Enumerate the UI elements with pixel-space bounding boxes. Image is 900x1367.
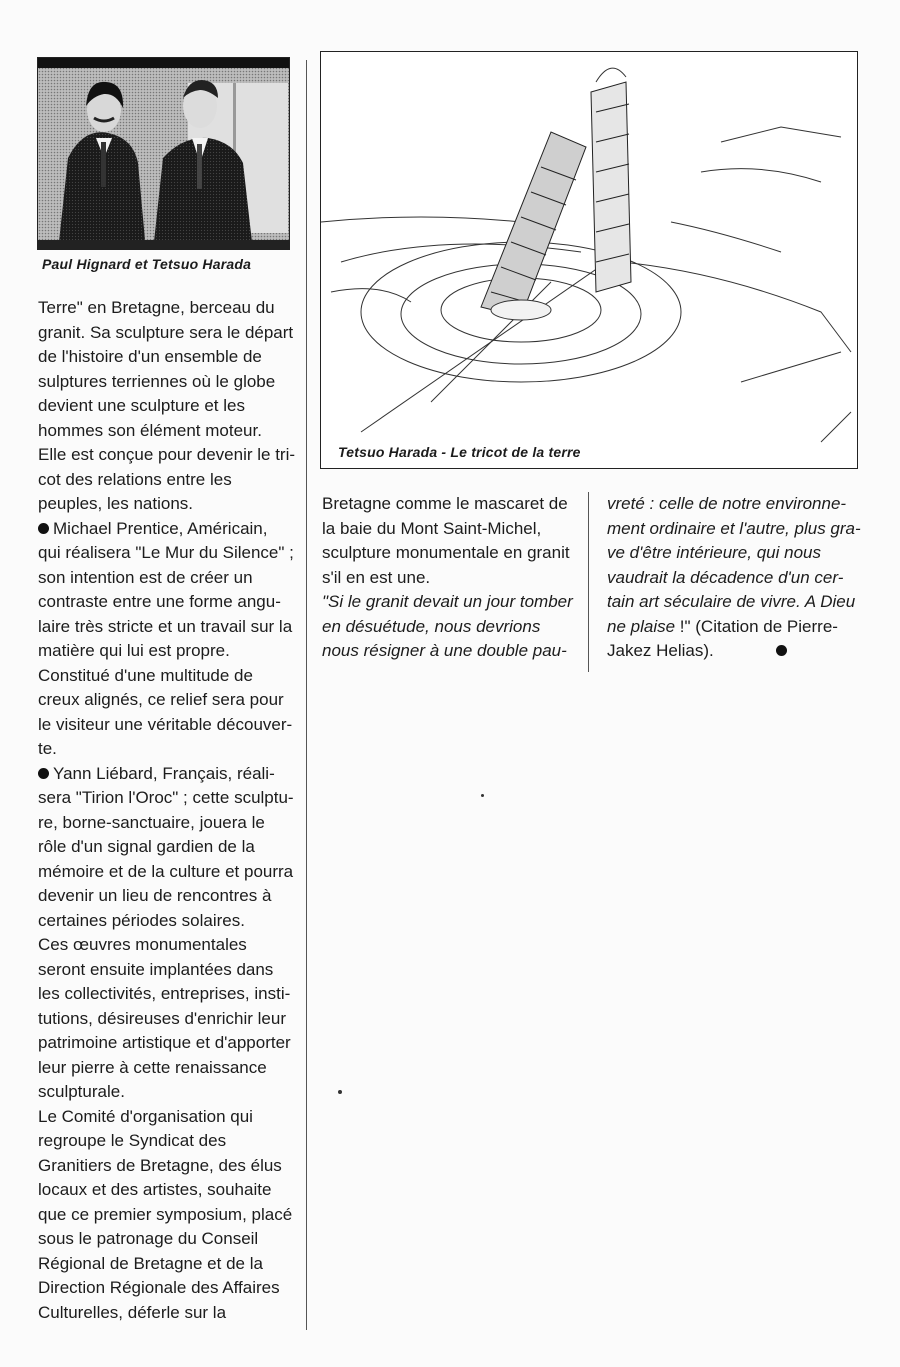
text-line: Elle est conçue pour devenir le tri- (38, 445, 296, 464)
article-column-1 (38, 296, 303, 1325)
text-line: cot des relations entre les (38, 469, 232, 489)
text-line: laire très stricte et un travail sur la (38, 616, 293, 636)
text-line: granit. Sa sculpture sera le départ (38, 322, 294, 342)
text-line: matière qui lui est propre. (38, 641, 230, 660)
photo (37, 57, 290, 250)
article-column-3 (607, 492, 869, 664)
text-line: Constitué d'une multitude de (38, 665, 253, 685)
text-line: contraste entre une forme angu- (38, 592, 281, 611)
text-line: la baie du Mont Saint-Michel, (322, 518, 542, 538)
quote-line: vreté : celle de notre environne- (607, 494, 847, 513)
text-line: Culturelles, déferle sur la (38, 1302, 227, 1322)
text-line: sculpture monumentale en granit (322, 543, 570, 562)
text-line: qui réalisera "Le Mur du Silence" ; (38, 543, 294, 562)
citation-text: !" (Citation de Pierre- (675, 616, 838, 636)
text-line: hommes son élément moteur. (38, 420, 262, 440)
text-line: mémoire et de la culture et pourra (38, 861, 294, 881)
illustration-caption: Tetsuo Harada - Le tricot de la terre (338, 444, 581, 460)
text-line: leur pierre à cette renaissance (38, 1057, 267, 1077)
text-line: peuples, les nations. (38, 494, 193, 513)
text-line: sera "Tirion l'Oroc" ; cette sculptu- (38, 788, 294, 807)
bullet-paragraph-start (38, 517, 303, 542)
text-line: Le Comité d'organisation qui (38, 1106, 253, 1126)
bullet-paragraph-start (38, 762, 303, 787)
photo-image (38, 58, 290, 250)
text-line: Granitiers de Bretagne, des élus (38, 1155, 282, 1175)
text-line: rôle d'un signal gardien de la (38, 837, 255, 856)
bullet-icon (38, 523, 49, 534)
text-line: son intention est de créer un (38, 567, 253, 587)
quote-line: vaudrait la décadence d'un cer- (607, 567, 844, 587)
text-line: les collectivités, entreprises, insti- (38, 984, 291, 1003)
text-line: de l'histoire d'un ensemble de (38, 347, 262, 366)
quote-line: en désuétude, nous devrions (322, 616, 541, 636)
text-line: sous le patronage du Conseil (38, 1229, 259, 1248)
text-line: devenir un lieu de rencontres à (38, 886, 272, 905)
text-line: seront ensuite implantées dans (38, 959, 274, 979)
citation-text: Jakez Helias). (607, 641, 714, 660)
text-line: Terre" en Bretagne, berceau du (38, 298, 275, 317)
quote-line: tain art séculaire de vivre. A Dieu (607, 592, 856, 611)
citation-end-line (607, 639, 869, 664)
text-line: s'il en est une. (322, 567, 431, 587)
text-line: Michael Prentice, Américain, (53, 518, 268, 538)
scan-speck (338, 1090, 342, 1094)
photo-caption: Paul Hignard et Tetsuo Harada (42, 256, 252, 272)
text-line: regroupe le Syndicat des (38, 1131, 227, 1150)
illustration (320, 51, 858, 469)
quote-line: ne plaise (607, 616, 676, 636)
text-line: Bretagne comme le mascaret de (322, 494, 568, 513)
text-line: re, borne-sanctuaire, jouera le (38, 812, 265, 832)
text-line: que ce premier symposium, placé (38, 1204, 293, 1224)
end-bullet-icon (776, 645, 787, 656)
text-line: devient une sculpture et les (38, 396, 245, 415)
text-line: certaines périodes solaires. (38, 910, 245, 930)
article-column-2 (322, 492, 584, 664)
text-line: sulptures terriennes où le globe (38, 371, 276, 391)
text-line: le visiteur une véritable découver- (38, 714, 293, 734)
text-line: Ces œuvres monumentales (38, 935, 247, 954)
text-line: locaux et des artistes, souhaite (38, 1180, 272, 1199)
text-line: Yann Liébard, Français, réali- (53, 763, 275, 783)
text-line: te. (38, 739, 57, 758)
quote-line: ment ordinaire et l'autre, plus gra- (607, 518, 861, 538)
text-line: creux alignés, ce relief sera pour (38, 690, 284, 709)
column-rule-left (306, 60, 307, 1330)
quote-line: ve d'être intérieure, qui nous (607, 543, 821, 562)
quote-end-line (607, 615, 869, 640)
text-line: tutions, désireuses d'enrichir leur (38, 1008, 286, 1028)
bullet-icon (38, 768, 49, 779)
quote-line: "Si le granit devait un jour tomber (322, 592, 573, 611)
quote-line: nous résigner à une double pau- (322, 641, 567, 660)
column-rule-right (588, 492, 589, 672)
text-line: Direction Régionale des Affaires (38, 1278, 280, 1297)
text-line: sculpturale. (38, 1082, 125, 1101)
text-line: Régional de Bretagne et de la (38, 1253, 263, 1273)
scan-speck (481, 794, 484, 797)
text-line: patrimoine artistique et d'apporter (38, 1033, 291, 1052)
sculpture-drawing (321, 52, 858, 469)
